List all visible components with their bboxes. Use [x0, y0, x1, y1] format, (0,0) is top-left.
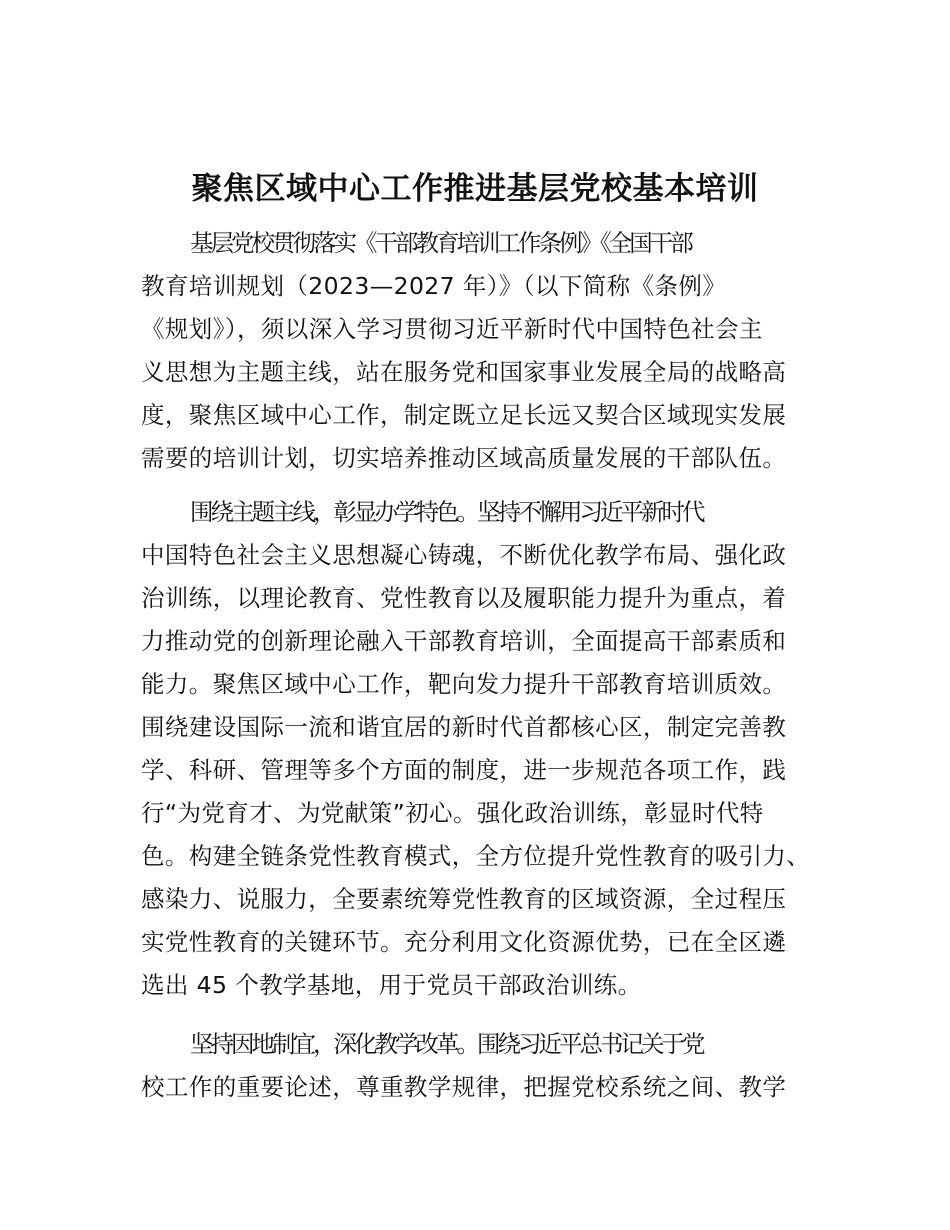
- paragraph-line: 围绕建设国际一流和谐宜居的新时代首都核心区，制定完善教: [141, 713, 787, 741]
- paragraph-line: 度，聚焦区域中心工作，制定既立足长远又契合区域现实发展: [141, 401, 787, 429]
- paragraph-line: 基层党校贯彻落实《干部教育培训工作条例》《全国干部: [190, 229, 691, 257]
- paragraph-line: 色。构建全链条党性教育模式，全方位提升党性教育的吸引力、: [141, 842, 811, 870]
- paragraph-line: 治训练，以理论教育、党性教育以及履职能力提升为重点，着: [141, 584, 787, 612]
- paragraph-line: 学、科研、管理等多个方面的制度，进一步规范各项工作，践: [141, 756, 787, 784]
- paragraph-line: 行“为党育才、为党献策”初心。强化政治训练，彰显时代特: [141, 799, 764, 827]
- paragraph-line: 实党性教育的关键环节。充分利用文化资源优势，已在全区遴: [141, 928, 787, 956]
- paragraph-line: 围绕主题主线，彰显办学特色。坚持不懈用习近平新时代: [190, 498, 703, 526]
- paragraph-line: 校工作的重要论述，尊重教学规律，把握党校系统之间、教学: [141, 1073, 787, 1101]
- paragraph-line: 需要的培训计划，切实培养推动区域高质量发展的干部队伍。: [141, 444, 787, 472]
- paragraph-line: 义思想为主题主线，站在服务党和国家事业发展全局的战略高: [141, 358, 787, 386]
- paragraph-line: 教育培训规划（2023—2027 年）》（以下简称《条例》: [141, 272, 727, 300]
- paragraph-line: 坚持因地制宜，深化教学改革。围绕习近平总书记关于党: [190, 1030, 703, 1058]
- paragraph-line: 感染力、说服力，全要素统筹党性教育的区域资源，全过程压: [141, 885, 787, 913]
- paragraph-line: 能力。聚焦区域中心工作，靶向发力提升干部教育培训质效。: [141, 670, 787, 698]
- paragraph-line: 中国特色社会主义思想凝心铸魂，不断优化教学布局、强化政: [141, 541, 787, 569]
- paragraph-line: 《规划》），须以深入学习贯彻习近平新时代中国特色社会主: [141, 315, 763, 343]
- paragraph-line: 选出 45 个教学基地，用于党员干部政治训练。: [141, 971, 642, 999]
- document-title: 聚焦区域中心工作推进基层党校基本培训: [191, 171, 759, 207]
- paragraph-line: 力推动党的创新理论融入干部教育培训，全面提高干部素质和: [141, 627, 787, 655]
